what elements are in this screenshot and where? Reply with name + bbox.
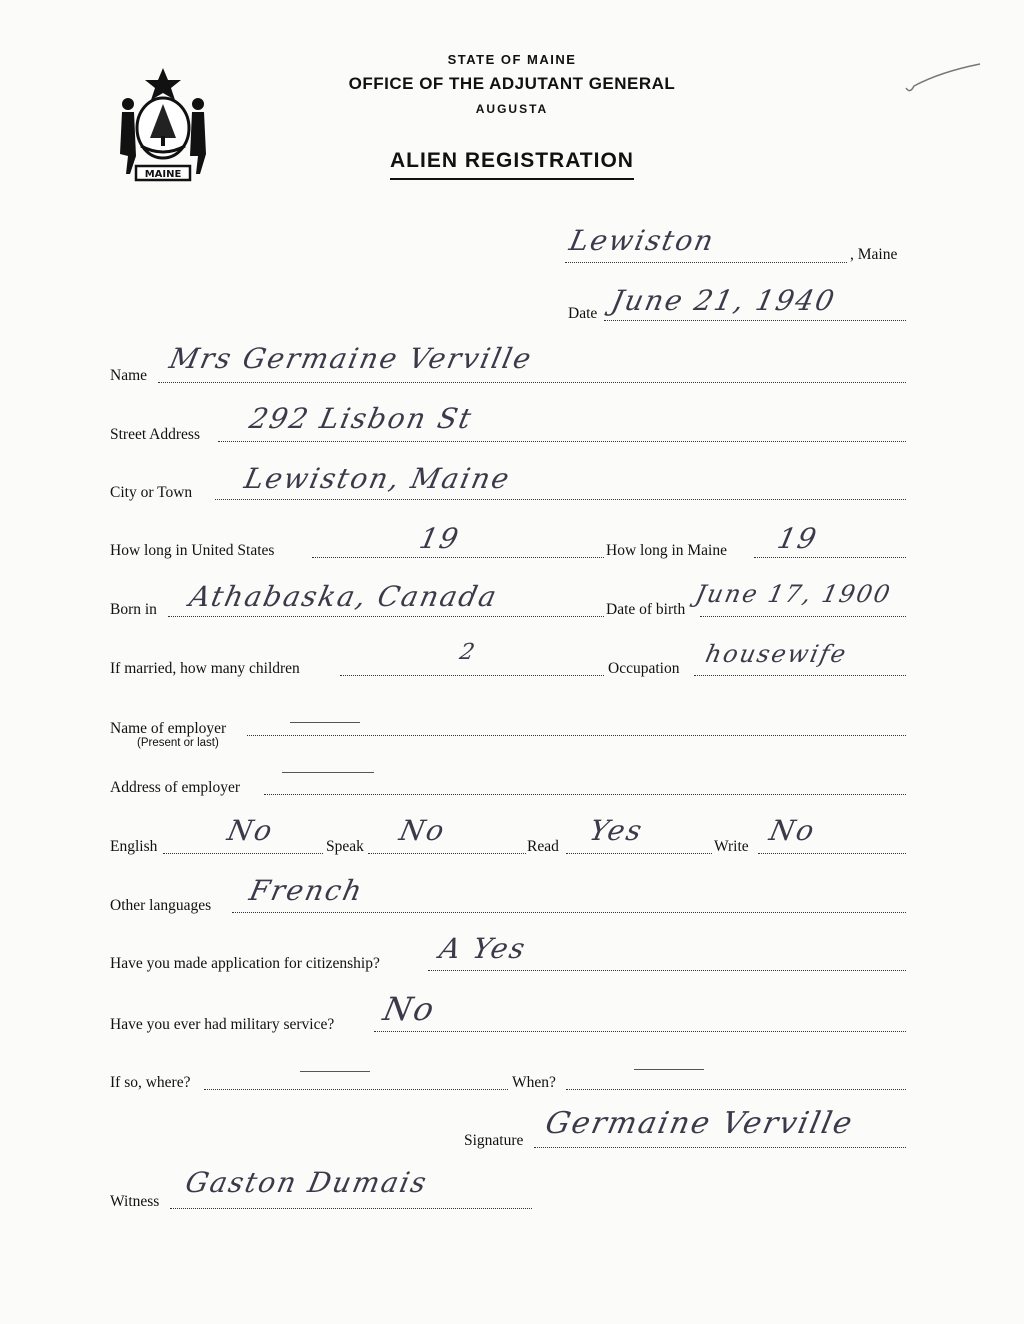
header-office: OFFICE OF THE ADJUTANT GENERAL: [348, 74, 676, 93]
witness-value: Gaston Dumais: [182, 1166, 432, 1199]
military-line: [374, 1031, 906, 1032]
citizenship-label: Have you made application for citizenship?: [110, 955, 380, 972]
born-value: Athabaska, Canada: [186, 580, 502, 613]
where-label: If so, where?: [110, 1074, 191, 1091]
write-value: No: [766, 814, 819, 847]
witness-line: [170, 1208, 532, 1209]
us-years-label: How long in United States: [110, 542, 275, 559]
date-label: Date: [568, 305, 598, 322]
dob-line: [700, 616, 906, 617]
speak-value: No: [396, 814, 449, 847]
name-label: Name: [110, 367, 148, 384]
form-title: ALIEN REGISTRATION: [0, 149, 1024, 173]
when-dash: [634, 1069, 704, 1070]
dob-label: Date of birth: [606, 601, 686, 618]
occupation-line: [694, 675, 906, 676]
maine-years-label: How long in Maine: [606, 542, 727, 559]
citizenship-line: [428, 970, 906, 971]
born-label: Born in: [110, 601, 157, 618]
when-line: [566, 1089, 906, 1090]
read-label: Read: [527, 838, 559, 855]
town-line: [565, 262, 847, 263]
children-line: [340, 675, 604, 676]
occupation-value: housewife: [703, 640, 851, 668]
other-languages-value: French: [246, 874, 367, 907]
citizenship-value: A Yes: [436, 932, 530, 965]
dob-value: June 17, 1900: [693, 580, 895, 608]
us-years-line: [312, 557, 604, 558]
speak-line: [368, 853, 526, 854]
read-line: [566, 853, 712, 854]
other-languages-label: Other languages: [110, 897, 212, 914]
where-line: [204, 1089, 508, 1090]
born-line: [168, 616, 604, 617]
street-value: 292 Lisbon St: [246, 402, 476, 435]
street-label: Street Address: [110, 426, 200, 443]
signature-value: Germaine Verville: [542, 1106, 857, 1141]
other-languages-line: [232, 912, 906, 913]
town-value: Lewiston: [566, 224, 719, 257]
signature-label: Signature: [464, 1132, 524, 1149]
city-label: City or Town: [110, 484, 193, 501]
children-value: 2: [457, 640, 479, 665]
write-line: [758, 853, 906, 854]
speak-label: Speak: [326, 838, 364, 855]
header-city: AUGUSTA: [475, 102, 549, 116]
city-line: [215, 499, 906, 500]
name-line: [158, 382, 906, 383]
write-label: Write: [714, 838, 749, 855]
occupation-label: Occupation: [608, 660, 680, 677]
english-label: English: [110, 838, 158, 855]
where-dash: [300, 1071, 370, 1072]
state-label: , Maine: [850, 246, 898, 263]
employer-dash: [290, 722, 360, 723]
read-value: Yes: [586, 814, 647, 847]
children-label: If married, how many children: [110, 660, 300, 677]
employer-address-label: Address of employer: [110, 779, 240, 796]
us-years-value: 19: [416, 522, 464, 555]
employer-address-line: [264, 794, 906, 795]
employer-label: Name of employer: [110, 720, 227, 737]
employer-sublabel: (Present or last): [137, 737, 219, 749]
name-value: Mrs Germaine Verville: [166, 342, 536, 375]
military-value: No: [379, 990, 440, 1028]
english-line: [163, 853, 323, 854]
date-value: June 21, 1940: [608, 284, 839, 317]
witness-label: Witness: [110, 1193, 160, 1210]
seal-banner-text: MAINE: [144, 169, 182, 180]
maine-years-line: [754, 557, 906, 558]
header-state: STATE OF MAINE: [447, 52, 577, 67]
english-value: No: [224, 814, 277, 847]
date-line: [604, 320, 906, 321]
military-label: Have you ever had military service?: [110, 1016, 335, 1033]
street-line: [218, 441, 906, 442]
employer-line: [247, 735, 906, 736]
when-label: When?: [512, 1074, 556, 1091]
maine-years-value: 19: [774, 522, 822, 555]
signature-line: [534, 1147, 906, 1148]
employer-address-dash: [282, 772, 374, 773]
city-value: Lewiston, Maine: [241, 462, 514, 495]
